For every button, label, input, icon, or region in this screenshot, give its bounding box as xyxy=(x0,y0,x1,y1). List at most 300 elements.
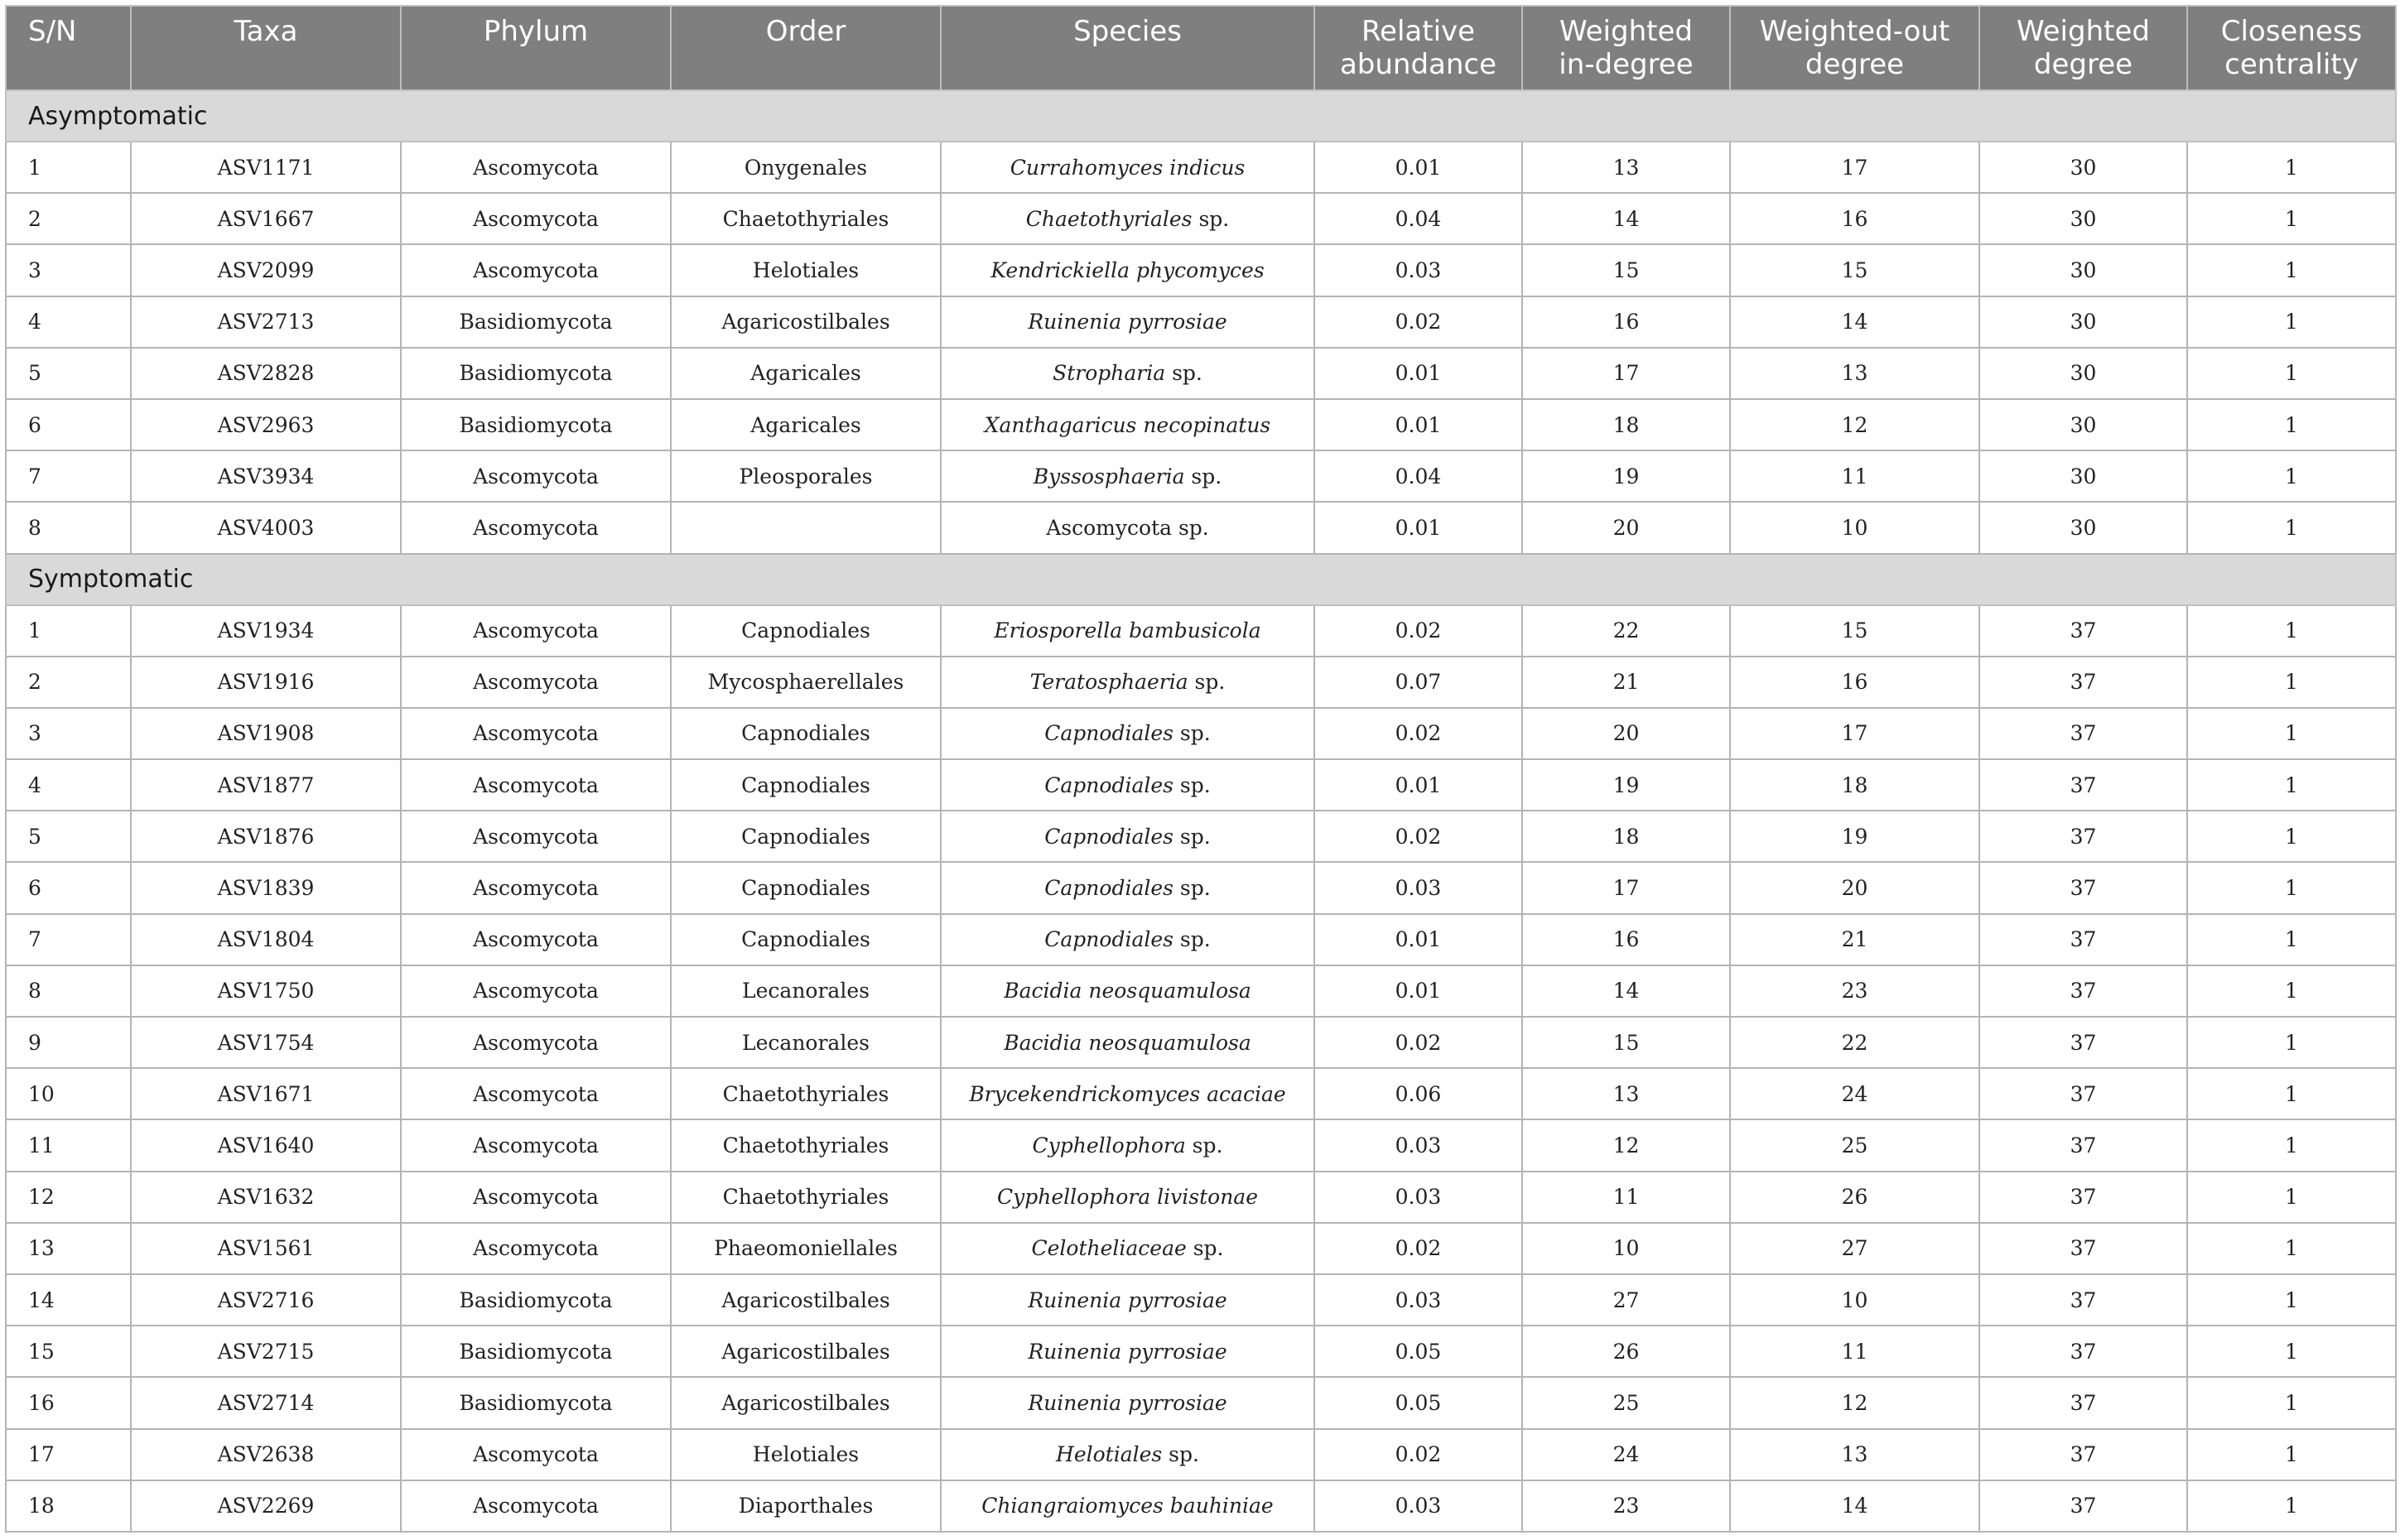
cell-closeness-centrality: 1 xyxy=(2187,450,2396,502)
species-genus-italic: Bacidia neosquamulosa xyxy=(1004,979,1251,1003)
cell-relative-abundance: 0.02 xyxy=(1314,1017,1522,1068)
cell-weighted-in-degree: 11 xyxy=(1522,1172,1730,1223)
species-genus-italic: Ruinenia pyrrosiae xyxy=(1028,1287,1227,1312)
cell-taxa: ASV1171 xyxy=(131,142,401,193)
table-row xyxy=(6,1017,2396,1068)
table-row xyxy=(6,914,2396,965)
group-header-row xyxy=(6,554,2396,605)
cell-taxa: ASV1908 xyxy=(131,708,401,759)
cell-sn: 14 xyxy=(6,1274,131,1326)
cell-closeness-centrality: 1 xyxy=(2187,708,2396,759)
cell-relative-abundance: 0.04 xyxy=(1314,193,1522,244)
cell-phylum: Basidiomycota xyxy=(401,1377,671,1428)
cell-closeness-centrality: 1 xyxy=(2187,1429,2396,1480)
cell-order: Agaricostilbales xyxy=(671,1274,941,1326)
cell-order: Capnodiales xyxy=(671,759,941,811)
cell-taxa: ASV2269 xyxy=(131,1480,401,1532)
cell-sn: 7 xyxy=(6,914,131,965)
cell-phylum: Basidiomycota xyxy=(401,348,671,399)
cell-order: Lecanorales xyxy=(671,965,941,1017)
cell-species xyxy=(941,244,1314,296)
cell-sn: 13 xyxy=(6,1223,131,1274)
cell-sn: 3 xyxy=(6,244,131,296)
cell-sn: 10 xyxy=(6,1068,131,1119)
cell-relative-abundance: 0.02 xyxy=(1314,811,1522,862)
species-genus-italic: Capnodiales xyxy=(1044,824,1173,849)
cell-relative-abundance: 0.04 xyxy=(1314,450,1522,502)
cell-taxa: ASV1640 xyxy=(131,1119,401,1171)
cell-weighted-in-degree: 16 xyxy=(1522,914,1730,965)
data-table xyxy=(5,5,2397,1533)
cell-sn: 11 xyxy=(6,1119,131,1171)
cell-weighted-in-degree: 23 xyxy=(1522,1480,1730,1532)
cell-relative-abundance: 0.03 xyxy=(1314,1480,1522,1532)
cell-order: Capnodiales xyxy=(671,605,941,657)
cell-weighted-degree: 37 xyxy=(1979,914,2187,965)
species-genus-italic: Bacidia neosquamulosa xyxy=(1004,1030,1251,1055)
cell-species xyxy=(941,1429,1314,1480)
species-genus-italic: Ruinenia pyrrosiae xyxy=(1028,310,1227,334)
cell-sn: 3 xyxy=(6,708,131,759)
cell-weighted-out-degree: 24 xyxy=(1730,1068,1979,1119)
cell-sn: 6 xyxy=(6,862,131,913)
cell-sn: 8 xyxy=(6,502,131,553)
cell-weighted-out-degree: 18 xyxy=(1730,759,1979,811)
cell-order xyxy=(671,502,941,553)
cell-weighted-degree: 37 xyxy=(1979,1377,2187,1428)
species-suffix: sp. xyxy=(1188,670,1226,695)
cell-closeness-centrality: 1 xyxy=(2187,605,2396,657)
cell-phylum: Basidiomycota xyxy=(401,1274,671,1326)
cell-weighted-degree: 37 xyxy=(1979,965,2187,1017)
cell-taxa: ASV3934 xyxy=(131,450,401,502)
cell-relative-abundance: 0.03 xyxy=(1314,244,1522,296)
cell-closeness-centrality: 1 xyxy=(2187,862,2396,913)
cell-phylum: Ascomycota xyxy=(401,244,671,296)
header-sn: S/N xyxy=(6,6,131,90)
cell-closeness-centrality: 1 xyxy=(2187,1017,2396,1068)
cell-relative-abundance: 0.02 xyxy=(1314,708,1522,759)
table-row xyxy=(6,1274,2396,1326)
table-row xyxy=(6,862,2396,913)
cell-weighted-out-degree: 17 xyxy=(1730,708,1979,759)
cell-weighted-degree: 37 xyxy=(1979,1068,2187,1119)
species-suffix: sp. xyxy=(1173,772,1211,797)
cell-weighted-degree: 37 xyxy=(1979,605,2187,657)
cell-relative-abundance: 0.03 xyxy=(1314,1172,1522,1223)
cell-order: Diaporthales xyxy=(671,1480,941,1532)
cell-taxa: ASV2716 xyxy=(131,1274,401,1326)
cell-relative-abundance: 0.01 xyxy=(1314,914,1522,965)
cell-species xyxy=(941,759,1314,811)
cell-order: Agaricostilbales xyxy=(671,1326,941,1377)
cell-closeness-centrality: 1 xyxy=(2187,965,2396,1017)
cell-weighted-degree: 37 xyxy=(1979,1119,2187,1171)
cell-closeness-centrality: 1 xyxy=(2187,193,2396,244)
cell-order: Chaetothyriales xyxy=(671,193,941,244)
cell-weighted-out-degree: 27 xyxy=(1730,1223,1979,1274)
cell-weighted-in-degree: 14 xyxy=(1522,965,1730,1017)
header-row xyxy=(6,6,2396,90)
cell-species xyxy=(941,862,1314,913)
header-taxa: Taxa xyxy=(131,6,401,90)
cell-phylum: Ascomycota xyxy=(401,1017,671,1068)
species-genus-italic: Brycekendrickomyces acaciae xyxy=(969,1081,1286,1106)
cell-species xyxy=(941,1172,1314,1223)
cell-order: Mycosphaerellales xyxy=(671,657,941,708)
table-row xyxy=(6,502,2396,553)
cell-weighted-degree: 30 xyxy=(1979,244,2187,296)
cell-relative-abundance: 0.01 xyxy=(1314,348,1522,399)
cell-taxa: ASV1877 xyxy=(131,759,401,811)
cell-weighted-in-degree: 17 xyxy=(1522,348,1730,399)
cell-weighted-in-degree: 22 xyxy=(1522,605,1730,657)
cell-weighted-out-degree: 13 xyxy=(1730,1429,1979,1480)
cell-order: Capnodiales xyxy=(671,811,941,862)
table-row xyxy=(6,244,2396,296)
cell-sn: 15 xyxy=(6,1326,131,1377)
cell-relative-abundance: 0.02 xyxy=(1314,605,1522,657)
cell-weighted-degree: 37 xyxy=(1979,1223,2187,1274)
cell-relative-abundance: 0.01 xyxy=(1314,142,1522,193)
cell-species xyxy=(941,708,1314,759)
cell-relative-abundance: 0.01 xyxy=(1314,399,1522,450)
table-row xyxy=(6,1068,2396,1119)
cell-phylum: Ascomycota xyxy=(401,1172,671,1223)
cell-closeness-centrality: 1 xyxy=(2187,399,2396,450)
cell-closeness-centrality: 1 xyxy=(2187,1274,2396,1326)
cell-taxa: ASV2714 xyxy=(131,1377,401,1428)
cell-taxa: ASV2713 xyxy=(131,296,401,348)
cell-sn: 1 xyxy=(6,605,131,657)
cell-species xyxy=(941,1223,1314,1274)
cell-closeness-centrality: 1 xyxy=(2187,1223,2396,1274)
cell-phylum: Ascomycota xyxy=(401,1223,671,1274)
cell-species xyxy=(941,450,1314,502)
table-row xyxy=(6,657,2396,708)
table-row xyxy=(6,142,2396,193)
cell-sn: 12 xyxy=(6,1172,131,1223)
species-genus-italic: Teratosphaeria xyxy=(1029,670,1188,695)
cell-taxa: ASV1839 xyxy=(131,862,401,913)
cell-phylum: Ascomycota xyxy=(401,862,671,913)
species-suffix: sp. xyxy=(1165,361,1202,386)
species-genus-italic: Cyphellophora livistonae xyxy=(997,1185,1258,1210)
cell-phylum: Ascomycota xyxy=(401,502,671,553)
table-row xyxy=(6,450,2396,502)
cell-weighted-degree: 30 xyxy=(1979,399,2187,450)
species-suffix: sp. xyxy=(1186,1236,1224,1261)
table-row xyxy=(6,965,2396,1017)
cell-species xyxy=(941,1377,1314,1428)
cell-weighted-out-degree: 11 xyxy=(1730,450,1979,502)
cell-sn: 9 xyxy=(6,1017,131,1068)
cell-sn: 5 xyxy=(6,811,131,862)
cell-relative-abundance: 0.01 xyxy=(1314,759,1522,811)
cell-relative-abundance: 0.07 xyxy=(1314,657,1522,708)
cell-relative-abundance: 0.02 xyxy=(1314,296,1522,348)
cell-sn: 2 xyxy=(6,657,131,708)
species-genus-italic: Capnodiales xyxy=(1044,927,1173,952)
cell-order: Chaetothyriales xyxy=(671,1172,941,1223)
cell-relative-abundance: 0.03 xyxy=(1314,1274,1522,1326)
cell-weighted-degree: 37 xyxy=(1979,1429,2187,1480)
cell-taxa: ASV4003 xyxy=(131,502,401,553)
cell-closeness-centrality: 1 xyxy=(2187,657,2396,708)
table-row xyxy=(6,1119,2396,1171)
cell-weighted-in-degree: 21 xyxy=(1522,657,1730,708)
cell-phylum: Ascomycota xyxy=(401,965,671,1017)
cell-weighted-out-degree: 15 xyxy=(1730,605,1979,657)
cell-weighted-out-degree: 26 xyxy=(1730,1172,1979,1223)
cell-closeness-centrality: 1 xyxy=(2187,759,2396,811)
cell-weighted-in-degree: 20 xyxy=(1522,708,1730,759)
cell-closeness-centrality: 1 xyxy=(2187,348,2396,399)
cell-species xyxy=(941,1119,1314,1171)
cell-weighted-in-degree: 16 xyxy=(1522,296,1730,348)
header-weighted-in-degree: Weighted in-degree xyxy=(1522,6,1730,90)
cell-species xyxy=(941,1326,1314,1377)
cell-relative-abundance: 0.01 xyxy=(1314,502,1522,553)
group-header-row xyxy=(6,90,2396,142)
cell-relative-abundance: 0.05 xyxy=(1314,1326,1522,1377)
cell-closeness-centrality: 1 xyxy=(2187,142,2396,193)
cell-phylum: Basidiomycota xyxy=(401,1326,671,1377)
cell-closeness-centrality: 1 xyxy=(2187,1172,2396,1223)
cell-weighted-in-degree: 13 xyxy=(1522,1068,1730,1119)
table-row xyxy=(6,1377,2396,1428)
cell-weighted-degree: 30 xyxy=(1979,502,2187,553)
cell-species xyxy=(941,142,1314,193)
cell-weighted-degree: 37 xyxy=(1979,1172,2187,1223)
cell-weighted-out-degree: 25 xyxy=(1730,1119,1979,1171)
cell-weighted-in-degree: 13 xyxy=(1522,142,1730,193)
cell-phylum: Basidiomycota xyxy=(401,296,671,348)
cell-weighted-out-degree: 16 xyxy=(1730,193,1979,244)
species-suffix: sp. xyxy=(1192,206,1230,231)
cell-closeness-centrality: 1 xyxy=(2187,244,2396,296)
cell-species xyxy=(941,965,1314,1017)
cell-sn: 2 xyxy=(6,193,131,244)
cell-taxa: ASV2099 xyxy=(131,244,401,296)
cell-species xyxy=(941,296,1314,348)
cell-taxa: ASV1671 xyxy=(131,1068,401,1119)
species-genus-italic: Helotiales xyxy=(1056,1442,1163,1467)
cell-weighted-degree: 37 xyxy=(1979,708,2187,759)
cell-weighted-in-degree: 20 xyxy=(1522,502,1730,553)
cell-order: Capnodiales xyxy=(671,862,941,913)
cell-order: Chaetothyriales xyxy=(671,1068,941,1119)
cell-species xyxy=(941,811,1314,862)
cell-taxa: ASV2638 xyxy=(131,1429,401,1480)
cell-order: Capnodiales xyxy=(671,708,941,759)
cell-taxa: ASV1916 xyxy=(131,657,401,708)
header-phylum: Phylum xyxy=(401,6,671,90)
cell-phylum: Ascomycota xyxy=(401,605,671,657)
cell-weighted-degree: 37 xyxy=(1979,657,2187,708)
cell-weighted-degree: 37 xyxy=(1979,1017,2187,1068)
table-row xyxy=(6,1326,2396,1377)
species-suffix: sp. xyxy=(1173,876,1211,901)
cell-taxa: ASV1632 xyxy=(131,1172,401,1223)
header-order: Order xyxy=(671,6,941,90)
cell-order: Agaricostilbales xyxy=(671,296,941,348)
species-suffix: sp. xyxy=(1173,824,1211,849)
cell-taxa: ASV1804 xyxy=(131,914,401,965)
table-row xyxy=(6,811,2396,862)
cell-order: Capnodiales xyxy=(671,914,941,965)
cell-phylum: Ascomycota xyxy=(401,708,671,759)
cell-taxa: ASV1934 xyxy=(131,605,401,657)
cell-weighted-out-degree: 17 xyxy=(1730,142,1979,193)
cell-species xyxy=(941,1068,1314,1119)
cell-weighted-degree: 37 xyxy=(1979,862,2187,913)
cell-closeness-centrality: 1 xyxy=(2187,914,2396,965)
header-weighted-degree: Weighted degree xyxy=(1979,6,2187,90)
table-row xyxy=(6,399,2396,450)
table-row xyxy=(6,1429,2396,1480)
species-genus-italic: Capnodiales xyxy=(1044,772,1173,797)
cell-closeness-centrality: 1 xyxy=(2187,811,2396,862)
cell-weighted-out-degree: 10 xyxy=(1730,1274,1979,1326)
table-row xyxy=(6,1172,2396,1223)
cell-order: Helotiales xyxy=(671,244,941,296)
cell-phylum: Ascomycota xyxy=(401,914,671,965)
cell-weighted-out-degree: 14 xyxy=(1730,1480,1979,1532)
cell-species xyxy=(941,657,1314,708)
cell-phylum: Ascomycota xyxy=(401,450,671,502)
cell-phylum: Ascomycota xyxy=(401,1068,671,1119)
cell-order: Agaricales xyxy=(671,399,941,450)
cell-weighted-in-degree: 19 xyxy=(1522,759,1730,811)
cell-weighted-out-degree: 22 xyxy=(1730,1017,1979,1068)
cell-species xyxy=(941,605,1314,657)
cell-species xyxy=(941,193,1314,244)
cell-phylum: Ascomycota xyxy=(401,193,671,244)
cell-weighted-out-degree: 14 xyxy=(1730,296,1979,348)
species-genus-italic: Celotheliaceae xyxy=(1031,1236,1187,1261)
cell-relative-abundance: 0.02 xyxy=(1314,1223,1522,1274)
cell-weighted-out-degree: 10 xyxy=(1730,502,1979,553)
species-genus-italic: Xanthagaricus necopinatus xyxy=(984,412,1271,437)
species-suffix: sp. xyxy=(1185,1133,1223,1157)
cell-weighted-out-degree: 21 xyxy=(1730,914,1979,965)
cell-species xyxy=(941,348,1314,399)
cell-weighted-in-degree: 18 xyxy=(1522,399,1730,450)
species-genus-italic: Ruinenia pyrrosiae xyxy=(1028,1339,1227,1364)
cell-phylum: Ascomycota xyxy=(401,1480,671,1532)
cell-weighted-in-degree: 25 xyxy=(1522,1377,1730,1428)
cell-weighted-in-degree: 14 xyxy=(1522,193,1730,244)
cell-closeness-centrality: 1 xyxy=(2187,502,2396,553)
species-genus-italic: Stropharia xyxy=(1053,361,1166,386)
cell-order: Agaricales xyxy=(671,348,941,399)
cell-phylum: Ascomycota xyxy=(401,759,671,811)
cell-closeness-centrality: 1 xyxy=(2187,1326,2396,1377)
cell-taxa: ASV1667 xyxy=(131,193,401,244)
cell-weighted-in-degree: 12 xyxy=(1522,1119,1730,1171)
species-genus-italic: Capnodiales xyxy=(1044,876,1173,901)
cell-relative-abundance: 0.03 xyxy=(1314,1119,1522,1171)
cell-taxa: ASV2828 xyxy=(131,348,401,399)
group-label: Symptomatic xyxy=(6,554,2396,605)
cell-sn: 16 xyxy=(6,1377,131,1428)
cell-order: Chaetothyriales xyxy=(671,1119,941,1171)
cell-taxa: ASV2963 xyxy=(131,399,401,450)
cell-sn: 8 xyxy=(6,965,131,1017)
table-row xyxy=(6,605,2396,657)
cell-weighted-degree: 30 xyxy=(1979,142,2187,193)
cell-sn: 17 xyxy=(6,1429,131,1480)
species-genus-italic: Cyphellophora xyxy=(1032,1133,1186,1157)
cell-weighted-degree: 37 xyxy=(1979,1274,2187,1326)
header-weighted-out-degree: Weighted-out degree xyxy=(1730,6,1979,90)
cell-order: Pleosporales xyxy=(671,450,941,502)
cell-phylum: Ascomycota xyxy=(401,142,671,193)
cell-weighted-out-degree: 11 xyxy=(1730,1326,1979,1377)
cell-closeness-centrality: 1 xyxy=(2187,296,2396,348)
cell-weighted-out-degree: 15 xyxy=(1730,244,1979,296)
species-genus-italic: Eriosporella bambusicola xyxy=(994,618,1261,643)
cell-weighted-degree: 37 xyxy=(1979,1480,2187,1532)
species-genus-italic: Chaetothyriales xyxy=(1025,206,1193,231)
cell-weighted-degree: 30 xyxy=(1979,348,2187,399)
table-row xyxy=(6,759,2396,811)
cell-phylum: Ascomycota xyxy=(401,657,671,708)
cell-weighted-degree: 30 xyxy=(1979,193,2187,244)
cell-closeness-centrality: 1 xyxy=(2187,1480,2396,1532)
header-closeness-centrality: Closeness centrality xyxy=(2187,6,2396,90)
cell-weighted-out-degree: 20 xyxy=(1730,862,1979,913)
cell-relative-abundance: 0.02 xyxy=(1314,1429,1522,1480)
species-suffix: sp. xyxy=(1184,464,1222,488)
species-suffix: sp. xyxy=(1162,1442,1199,1467)
cell-weighted-degree: 37 xyxy=(1979,811,2187,862)
table-row xyxy=(6,348,2396,399)
species-genus-italic: Byssosphaeria xyxy=(1033,464,1185,488)
cell-phylum: Ascomycota xyxy=(401,1429,671,1480)
cell-weighted-out-degree: 16 xyxy=(1730,657,1979,708)
cell-species xyxy=(941,502,1314,553)
cell-weighted-out-degree: 19 xyxy=(1730,811,1979,862)
cell-relative-abundance: 0.05 xyxy=(1314,1377,1522,1428)
cell-weighted-out-degree: 23 xyxy=(1730,965,1979,1017)
species-suffix: sp. xyxy=(1173,721,1211,746)
cell-weighted-in-degree: 17 xyxy=(1522,862,1730,913)
cell-order: Lecanorales xyxy=(671,1017,941,1068)
species-genus-italic: Ruinenia pyrrosiae xyxy=(1028,1390,1227,1415)
species-genus-italic: Kendrickiella phycomyces xyxy=(990,257,1265,282)
cell-species xyxy=(941,399,1314,450)
cell-species xyxy=(941,1480,1314,1532)
cell-sn: 4 xyxy=(6,296,131,348)
cell-sn: 5 xyxy=(6,348,131,399)
cell-sn: 1 xyxy=(6,142,131,193)
cell-order: Agaricostilbales xyxy=(671,1377,941,1428)
table-row xyxy=(6,1223,2396,1274)
cell-weighted-in-degree: 15 xyxy=(1522,244,1730,296)
cell-order: Helotiales xyxy=(671,1429,941,1480)
cell-taxa: ASV1876 xyxy=(131,811,401,862)
cell-order: Onygenales xyxy=(671,142,941,193)
table-body xyxy=(6,90,2396,1532)
header-relative-abundance: Relative abundance xyxy=(1314,6,1522,90)
cell-closeness-centrality: 1 xyxy=(2187,1119,2396,1171)
cell-sn: 18 xyxy=(6,1480,131,1532)
cell-relative-abundance: 0.06 xyxy=(1314,1068,1522,1119)
cell-sn: 4 xyxy=(6,759,131,811)
cell-weighted-in-degree: 27 xyxy=(1522,1274,1730,1326)
